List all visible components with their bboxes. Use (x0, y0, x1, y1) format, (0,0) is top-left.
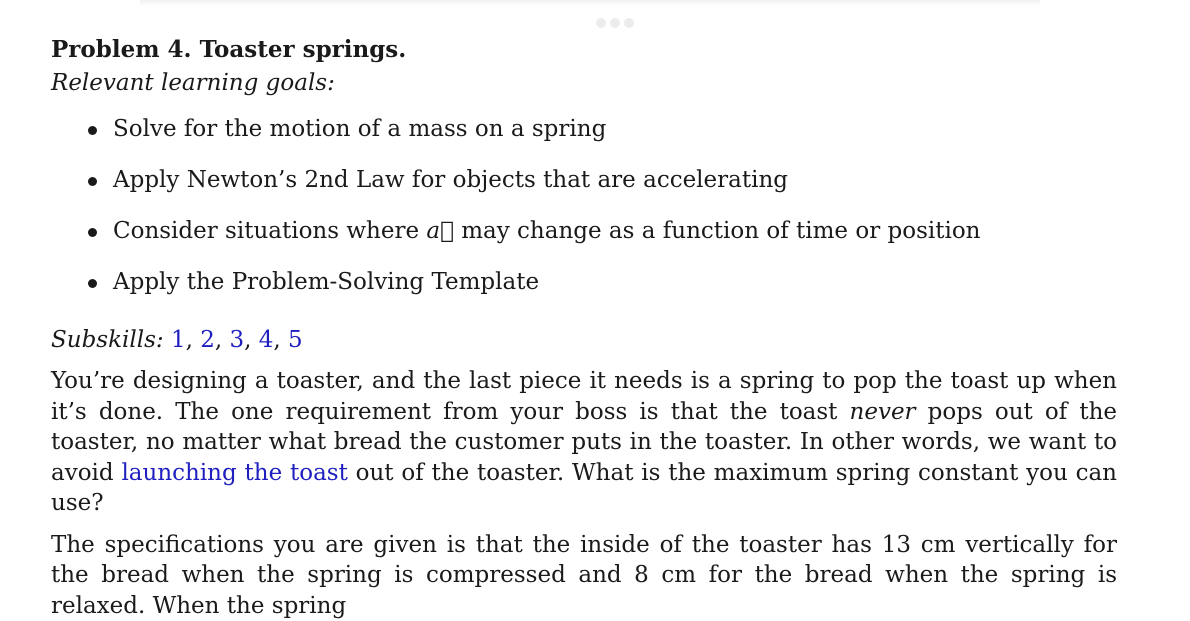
goal-item: Apply the Problem-Solving Template (51, 267, 1117, 318)
vector-a-symbol: a⃗ (426, 218, 454, 244)
problem-title: Problem 4. Toaster springs. (51, 34, 1117, 68)
goal-item: Apply Newton’s 2nd Law for objects that are accelerating (51, 165, 1117, 216)
subskill-link-4[interactable]: 4 (259, 327, 274, 353)
subskill-link-2[interactable]: 2 (200, 327, 215, 353)
page-top-shadow (140, 0, 1040, 6)
dot (610, 18, 620, 28)
subskill-link-1[interactable]: 1 (171, 327, 186, 353)
subskill-link-5[interactable]: 5 (288, 327, 303, 353)
dot (624, 18, 634, 28)
goal-text: Consider situations where (113, 218, 426, 244)
problem-paragraph-1 (51, 366, 1117, 519)
goal-item (51, 216, 1117, 267)
document-content (51, 34, 1117, 621)
learning-goals-list (51, 114, 1117, 318)
goal-text: may change as a function of time or position (454, 218, 981, 244)
page-loading-dots (596, 18, 634, 28)
goal-item: Solve for the motion of a mass on a spring (51, 114, 1117, 165)
dot (596, 18, 606, 28)
subskills-label: Subskills: (51, 327, 164, 353)
learning-goals-label: Relevant learning goals: (51, 68, 1117, 100)
paragraph-text: pops out of the toaster, no matter what bread the customer puts in the toaster. In other words, we want to avoid (51, 399, 1117, 486)
problem-paragraph-2: The specifications you are given is that the inside of the toaster has 13 cm vertically for the bread when the spring is compressed and 8 cm for the bread when the spring is relaxed. When the spring (51, 530, 1117, 621)
paragraph-text: out of the toaster. What is the maximum spring constant you can use? (51, 460, 1117, 517)
launching-toast-link[interactable]: launching the toast (121, 460, 347, 486)
subskill-link-3[interactable]: 3 (230, 327, 245, 353)
paragraph-text: You’re designing a toaster, and the last piece it needs is a spring to pop the toast up when it’s done. The one requirement from your boss is that the toast (51, 368, 1117, 425)
emphasis-never: never (850, 399, 916, 425)
subskills-line: Subskills: 1, 2, 3, 4, 5 (51, 325, 1117, 366)
